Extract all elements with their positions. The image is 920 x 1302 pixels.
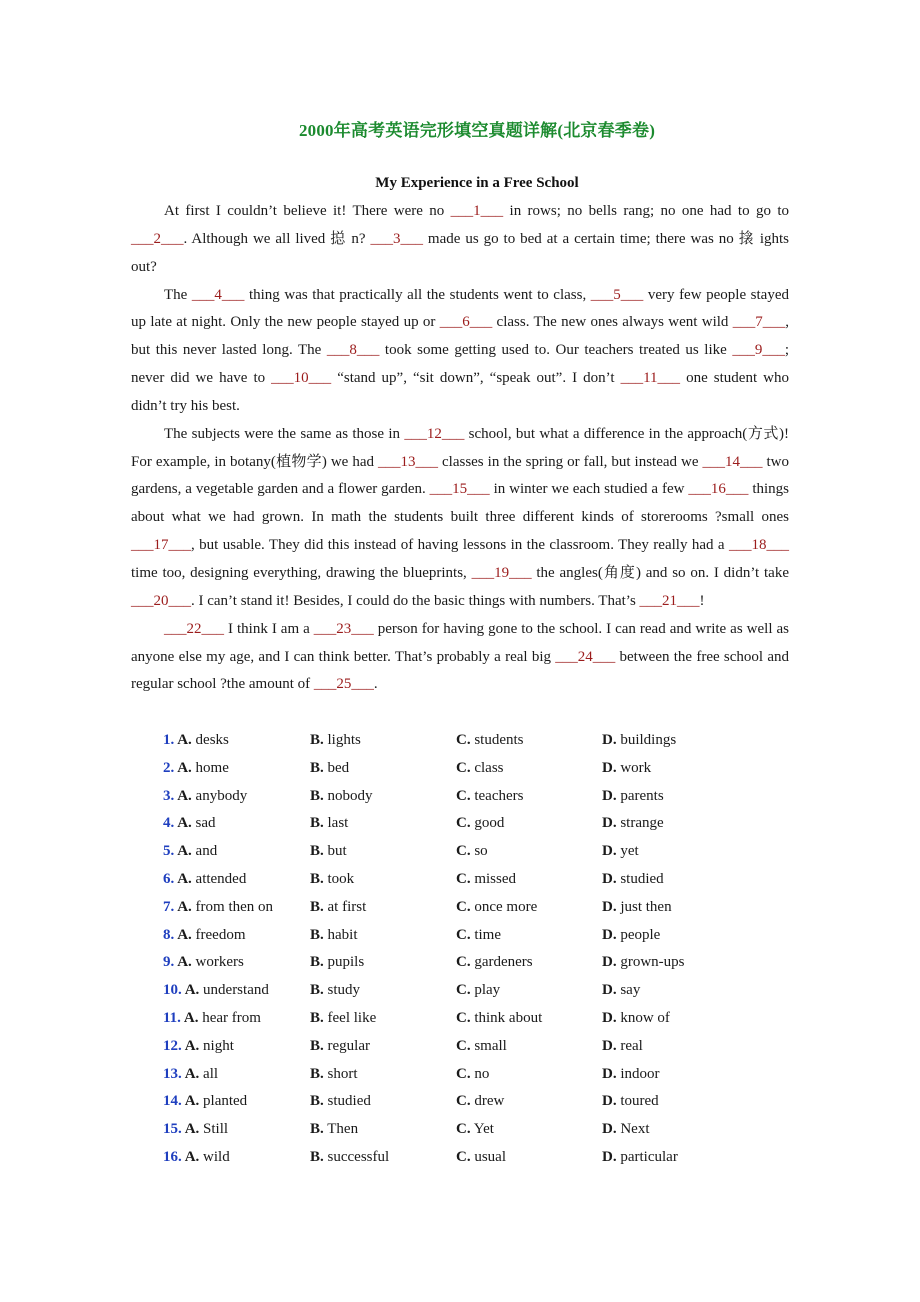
passage-text: time too, designing everything, drawing the blueprints, bbox=[131, 564, 472, 581]
passage-text: school, but what a difference in the approach(方式)! For example, in botany(植物学) we had bbox=[131, 425, 789, 470]
cloze-blank: ___9___ bbox=[732, 342, 785, 359]
option-letter: D. bbox=[602, 1148, 617, 1165]
option-letter: B. bbox=[310, 1093, 324, 1110]
option-row bbox=[163, 1033, 763, 1061]
option-row bbox=[163, 866, 763, 894]
option-b bbox=[310, 838, 347, 866]
cloze-blank: ___11___ bbox=[620, 370, 681, 387]
option-b bbox=[310, 755, 349, 783]
option-text: say bbox=[616, 982, 641, 999]
cloze-blank: ___8___ bbox=[326, 342, 380, 359]
option-letter: D. bbox=[602, 954, 617, 971]
option-a bbox=[163, 783, 247, 811]
option-c bbox=[456, 1061, 489, 1089]
option-c bbox=[456, 922, 501, 950]
option-letter: C. bbox=[456, 815, 471, 832]
cloze-blank: ___25___ bbox=[313, 676, 374, 693]
option-b bbox=[310, 1088, 371, 1116]
option-text: from then on bbox=[191, 898, 274, 915]
passage-text: I think I am a bbox=[224, 620, 314, 637]
option-text: workers bbox=[191, 954, 244, 971]
option-text: at first bbox=[323, 898, 367, 915]
option-letter: D. bbox=[602, 1093, 617, 1110]
option-text: so bbox=[470, 843, 488, 860]
option-text: real bbox=[616, 1037, 643, 1054]
option-letter: A. bbox=[177, 732, 192, 748]
option-text: last bbox=[323, 815, 349, 832]
option-b bbox=[310, 1144, 389, 1172]
question-number: 8. bbox=[163, 926, 178, 943]
option-letter: A. bbox=[183, 1009, 199, 1026]
option-text: know of bbox=[616, 1009, 670, 1026]
option-c bbox=[456, 727, 524, 755]
cloze-blank: ___15___ bbox=[429, 481, 490, 498]
option-letter: A. bbox=[184, 1093, 200, 1110]
option-d bbox=[602, 1116, 650, 1144]
option-text: all bbox=[199, 1065, 219, 1082]
option-c bbox=[456, 755, 504, 783]
option-text: studied bbox=[323, 1093, 371, 1110]
option-text: students bbox=[470, 732, 524, 748]
option-text: night bbox=[199, 1037, 234, 1054]
cloze-blank: ___21___ bbox=[639, 592, 700, 609]
option-letter: A. bbox=[177, 815, 192, 832]
option-c bbox=[456, 949, 533, 977]
option-a bbox=[163, 866, 246, 894]
question-number: 11. bbox=[163, 1009, 184, 1026]
option-letter: D. bbox=[602, 982, 617, 999]
option-b bbox=[310, 922, 358, 950]
passage-text: ! bbox=[699, 592, 705, 609]
cloze-blank: ___13___ bbox=[378, 453, 438, 470]
option-b bbox=[310, 894, 366, 922]
option-c bbox=[456, 894, 537, 922]
option-text: pupils bbox=[323, 954, 365, 971]
option-text: yet bbox=[616, 843, 639, 860]
question-number: 1. bbox=[163, 732, 178, 748]
option-c bbox=[456, 1116, 494, 1144]
option-text: but bbox=[323, 843, 347, 860]
option-letter: B. bbox=[310, 1121, 324, 1138]
option-letter: C. bbox=[456, 759, 471, 776]
option-letter: A. bbox=[177, 898, 192, 915]
option-row bbox=[163, 1061, 763, 1089]
option-letter: B. bbox=[310, 926, 324, 943]
option-text: usual bbox=[470, 1148, 507, 1165]
option-a bbox=[163, 949, 244, 977]
passage-text: in rows; no bells rang; no one had to go to bbox=[503, 203, 789, 219]
option-row bbox=[163, 1088, 763, 1116]
passage-text: classes in the spring or fall, but instead we bbox=[438, 453, 703, 470]
question-number: 16. bbox=[163, 1148, 185, 1165]
option-text: just then bbox=[616, 898, 672, 915]
option-text: feel like bbox=[323, 1009, 377, 1026]
option-c bbox=[456, 1033, 507, 1061]
option-letter: B. bbox=[310, 787, 324, 804]
cloze-blank: ___6___ bbox=[439, 314, 493, 331]
passage-text: in winter we each studied a few bbox=[489, 481, 689, 498]
option-a bbox=[163, 727, 229, 755]
passage-text: , but this never lasted long. The bbox=[131, 314, 789, 359]
option-d bbox=[602, 922, 660, 950]
option-letter: D. bbox=[602, 1121, 617, 1138]
option-text: no bbox=[470, 1065, 490, 1082]
option-letter: A. bbox=[184, 1121, 200, 1138]
cloze-blank: ___12___ bbox=[404, 425, 465, 442]
option-d bbox=[602, 838, 639, 866]
cloze-blank: ___2___ bbox=[131, 230, 184, 247]
option-d bbox=[602, 783, 664, 811]
cloze-blank: ___4___ bbox=[191, 286, 245, 303]
passage-text: between the free school and regular school ?the amount of bbox=[131, 648, 789, 693]
option-c bbox=[456, 1005, 542, 1033]
option-a bbox=[163, 1116, 228, 1144]
option-text: regular bbox=[323, 1037, 370, 1054]
passage-text: . Although we all lived 搃 n? bbox=[183, 230, 371, 247]
option-letter: A. bbox=[184, 982, 200, 999]
option-letter: B. bbox=[310, 898, 324, 915]
question-number: 6. bbox=[163, 870, 178, 887]
option-letter: D. bbox=[602, 898, 617, 915]
cloze-blank: ___23___ bbox=[313, 620, 374, 637]
option-letter: B. bbox=[310, 1148, 324, 1165]
option-text: time bbox=[470, 926, 502, 943]
cloze-blank: ___24___ bbox=[555, 648, 616, 665]
option-text: missed bbox=[470, 870, 517, 887]
option-a bbox=[163, 977, 269, 1005]
option-letter: C. bbox=[456, 1037, 471, 1054]
option-letter: C. bbox=[456, 898, 471, 915]
option-letter: B. bbox=[310, 870, 324, 887]
option-letter: B. bbox=[310, 732, 324, 748]
option-letter: C. bbox=[456, 843, 471, 860]
option-letter: C. bbox=[456, 732, 471, 748]
passage-text: one student who didn’t try his best. bbox=[131, 370, 789, 414]
option-text: hear from bbox=[198, 1009, 261, 1026]
option-row bbox=[163, 810, 763, 838]
passage-text: very few people stayed up late at night. Only the new people stayed up or bbox=[131, 286, 789, 331]
question-number: 13. bbox=[163, 1065, 185, 1082]
option-text: study bbox=[323, 982, 361, 999]
option-text: and bbox=[191, 843, 218, 860]
option-text: successful bbox=[323, 1148, 390, 1165]
option-letter: C. bbox=[456, 787, 471, 804]
option-text: parents bbox=[616, 787, 664, 804]
cloze-blank: ___19___ bbox=[471, 564, 532, 581]
option-text: anybody bbox=[191, 787, 248, 804]
option-b bbox=[310, 810, 348, 838]
option-text: home bbox=[191, 759, 229, 776]
option-row bbox=[163, 1116, 763, 1144]
option-c bbox=[456, 977, 500, 1005]
option-text: wild bbox=[199, 1148, 230, 1165]
option-text: attended bbox=[191, 870, 247, 887]
passage-text: At first I couldn’t believe it! There were no bbox=[164, 203, 451, 219]
option-row bbox=[163, 727, 763, 755]
option-letter: D. bbox=[602, 732, 617, 748]
passage-paragraph bbox=[131, 421, 789, 616]
option-c bbox=[456, 783, 523, 811]
option-d bbox=[602, 810, 664, 838]
option-text: Yet bbox=[470, 1121, 494, 1138]
option-letter: D. bbox=[602, 1065, 617, 1082]
passage-text: “stand up”, “sit down”, “speak out”. I don’t bbox=[331, 370, 621, 387]
option-d bbox=[602, 727, 676, 755]
page-title: 2000年高考英语完形填空真题详解(北京春季卷) bbox=[298, 121, 656, 140]
option-a bbox=[163, 1144, 230, 1172]
option-letter: D. bbox=[602, 1037, 617, 1054]
option-c bbox=[456, 1144, 506, 1172]
option-letter: D. bbox=[602, 843, 617, 860]
cloze-blank: ___10___ bbox=[271, 370, 332, 387]
option-letter: D. bbox=[602, 926, 617, 943]
option-b bbox=[310, 1116, 358, 1144]
option-c bbox=[456, 810, 504, 838]
option-letter: C. bbox=[456, 1065, 471, 1082]
option-d bbox=[602, 1005, 670, 1033]
cloze-blank: ___7___ bbox=[732, 314, 786, 331]
cloze-blank: ___1___ bbox=[450, 203, 504, 219]
question-number: 7. bbox=[163, 898, 178, 915]
option-row bbox=[163, 783, 763, 811]
passage-text: The subjects were the same as those in bbox=[164, 425, 405, 442]
option-letter: A. bbox=[177, 759, 192, 776]
option-a bbox=[163, 838, 217, 866]
option-letter: D. bbox=[602, 759, 617, 776]
option-text: class bbox=[470, 759, 504, 776]
passage-paragraph bbox=[131, 616, 789, 700]
option-letter: C. bbox=[456, 1093, 471, 1110]
passage-body bbox=[131, 198, 789, 699]
cloze-blank: ___22___ bbox=[164, 620, 224, 637]
option-a bbox=[163, 1033, 234, 1061]
option-letter: D. bbox=[602, 870, 617, 887]
option-text: grown-ups bbox=[616, 954, 685, 971]
option-row bbox=[163, 894, 763, 922]
passage-text: the angles(角度) and so on. I didn’t take bbox=[531, 564, 789, 581]
cloze-blank: ___16___ bbox=[688, 481, 749, 498]
option-text: nobody bbox=[323, 787, 373, 804]
option-letter: C. bbox=[456, 870, 471, 887]
option-text: good bbox=[470, 815, 505, 832]
option-text: took bbox=[323, 870, 355, 887]
option-a bbox=[163, 894, 273, 922]
question-number: 2. bbox=[163, 759, 178, 776]
option-c bbox=[456, 1088, 504, 1116]
option-letter: C. bbox=[456, 926, 471, 943]
passage-text: class. The new ones always went wild bbox=[492, 314, 733, 331]
option-text: gardeners bbox=[470, 954, 533, 971]
option-letter: A. bbox=[177, 870, 192, 887]
option-letter: A. bbox=[184, 1148, 200, 1165]
option-row bbox=[163, 1144, 763, 1172]
passage-text: made us go to bed at a certain time; there was no 搇 ights out? bbox=[131, 230, 789, 275]
question-number: 5. bbox=[163, 843, 178, 860]
cloze-blank: ___5___ bbox=[590, 286, 644, 303]
option-letter: C. bbox=[456, 1009, 471, 1026]
option-d bbox=[602, 1061, 660, 1089]
option-text: toured bbox=[616, 1093, 659, 1110]
option-d bbox=[602, 1033, 643, 1061]
cloze-blank: ___17___ bbox=[131, 537, 191, 554]
option-text: short bbox=[323, 1065, 358, 1082]
option-letter: C. bbox=[456, 982, 471, 999]
option-a bbox=[163, 1088, 247, 1116]
option-b bbox=[310, 949, 364, 977]
option-b bbox=[310, 1033, 370, 1061]
option-a bbox=[163, 922, 246, 950]
question-number: 14. bbox=[163, 1093, 185, 1110]
option-letter: B. bbox=[310, 759, 324, 776]
option-text: sad bbox=[191, 815, 216, 832]
option-d bbox=[602, 1088, 659, 1116]
option-c bbox=[456, 838, 488, 866]
option-letter: B. bbox=[310, 843, 324, 860]
passage-text: took some getting used to. Our teachers treated us like bbox=[379, 342, 733, 359]
question-number: 10. bbox=[163, 982, 185, 999]
option-text: Next bbox=[616, 1121, 650, 1138]
passage-title: My Experience in a Free School bbox=[375, 175, 579, 191]
option-letter: A. bbox=[177, 926, 192, 943]
option-text: think about bbox=[470, 1009, 543, 1026]
answer-options-list bbox=[163, 727, 763, 1172]
option-d bbox=[602, 866, 664, 894]
passage-text: . bbox=[373, 676, 378, 693]
option-letter: B. bbox=[310, 1009, 324, 1026]
option-letter: B. bbox=[310, 982, 324, 999]
option-text: studied bbox=[616, 870, 664, 887]
question-number: 12. bbox=[163, 1037, 185, 1054]
option-b bbox=[310, 1005, 376, 1033]
option-row bbox=[163, 949, 763, 977]
question-number: 4. bbox=[163, 815, 178, 832]
passage-paragraph bbox=[131, 198, 789, 282]
cloze-blank: ___14___ bbox=[702, 453, 763, 470]
question-number: 3. bbox=[163, 787, 178, 804]
option-text: people bbox=[616, 926, 661, 943]
option-a bbox=[163, 810, 216, 838]
option-letter: D. bbox=[602, 815, 617, 832]
option-d bbox=[602, 755, 651, 783]
option-letter: A. bbox=[184, 1037, 200, 1054]
option-text: buildings bbox=[616, 732, 677, 748]
option-letter: B. bbox=[310, 954, 324, 971]
option-row bbox=[163, 922, 763, 950]
option-text: bed bbox=[323, 759, 350, 776]
passage-text: things about what we had grown. In math the students built three different kinds of storerooms ?small ones bbox=[131, 481, 789, 526]
option-text: Still bbox=[199, 1121, 229, 1138]
option-letter: A. bbox=[184, 1065, 200, 1082]
option-row bbox=[163, 755, 763, 783]
question-number: 9. bbox=[163, 954, 178, 971]
option-letter: A. bbox=[177, 787, 192, 804]
option-b bbox=[310, 1061, 358, 1089]
option-d bbox=[602, 977, 640, 1005]
option-letter: C. bbox=[456, 954, 471, 971]
option-letter: D. bbox=[602, 1009, 617, 1026]
option-a bbox=[163, 1061, 218, 1089]
passage-text: ; never did we have to bbox=[131, 342, 789, 387]
option-text: Then bbox=[323, 1121, 359, 1138]
option-row bbox=[163, 838, 763, 866]
option-text: habit bbox=[323, 926, 358, 943]
option-text: desks bbox=[191, 732, 229, 748]
cloze-blank: ___3___ bbox=[370, 230, 423, 247]
passage-paragraph bbox=[131, 282, 789, 421]
passage-text: . I can’t stand it! Besides, I could do the basic things with numbers. That’s bbox=[191, 592, 640, 609]
option-text: work bbox=[616, 759, 652, 776]
option-c bbox=[456, 866, 516, 894]
option-d bbox=[602, 894, 672, 922]
option-text: freedom bbox=[191, 926, 246, 943]
option-text: strange bbox=[616, 815, 664, 832]
option-text: small bbox=[470, 1037, 507, 1054]
passage-text: person for having gone to the school. I can read and write as well as anyone else my age, and I can think better. That’s probably a real big bbox=[131, 620, 789, 665]
option-text: lights bbox=[323, 732, 361, 748]
option-d bbox=[602, 1144, 678, 1172]
option-text: planted bbox=[199, 1093, 248, 1110]
passage-text: two gardens, a vegetable garden and a flower garden. bbox=[131, 453, 789, 498]
option-letter: C. bbox=[456, 1148, 471, 1165]
question-number: 15. bbox=[163, 1121, 185, 1138]
option-letter: C. bbox=[456, 1121, 471, 1138]
option-b bbox=[310, 727, 361, 755]
option-letter: B. bbox=[310, 815, 324, 832]
option-b bbox=[310, 783, 373, 811]
option-text: play bbox=[470, 982, 501, 999]
option-letter: A. bbox=[177, 843, 192, 860]
option-row bbox=[163, 977, 763, 1005]
option-text: drew bbox=[470, 1093, 505, 1110]
option-a bbox=[163, 1005, 261, 1033]
option-a bbox=[163, 755, 229, 783]
option-text: indoor bbox=[616, 1065, 660, 1082]
passage-text: thing was that practically all the students went to class, bbox=[244, 286, 591, 303]
cloze-blank: ___18___ bbox=[729, 537, 789, 554]
option-text: particular bbox=[616, 1148, 678, 1165]
option-text: understand bbox=[199, 982, 269, 999]
option-letter: A. bbox=[177, 954, 192, 971]
option-letter: B. bbox=[310, 1037, 324, 1054]
option-b bbox=[310, 977, 360, 1005]
option-row bbox=[163, 1005, 763, 1033]
cloze-blank: ___20___ bbox=[131, 592, 191, 609]
option-letter: B. bbox=[310, 1065, 324, 1082]
passage-text: The bbox=[164, 286, 192, 303]
option-text: once more bbox=[470, 898, 538, 915]
passage-text: , but usable. They did this instead of having lessons in the classroom. They really had a bbox=[191, 537, 729, 554]
option-letter: D. bbox=[602, 787, 617, 804]
option-d bbox=[602, 949, 685, 977]
option-text: teachers bbox=[470, 787, 524, 804]
option-b bbox=[310, 866, 354, 894]
